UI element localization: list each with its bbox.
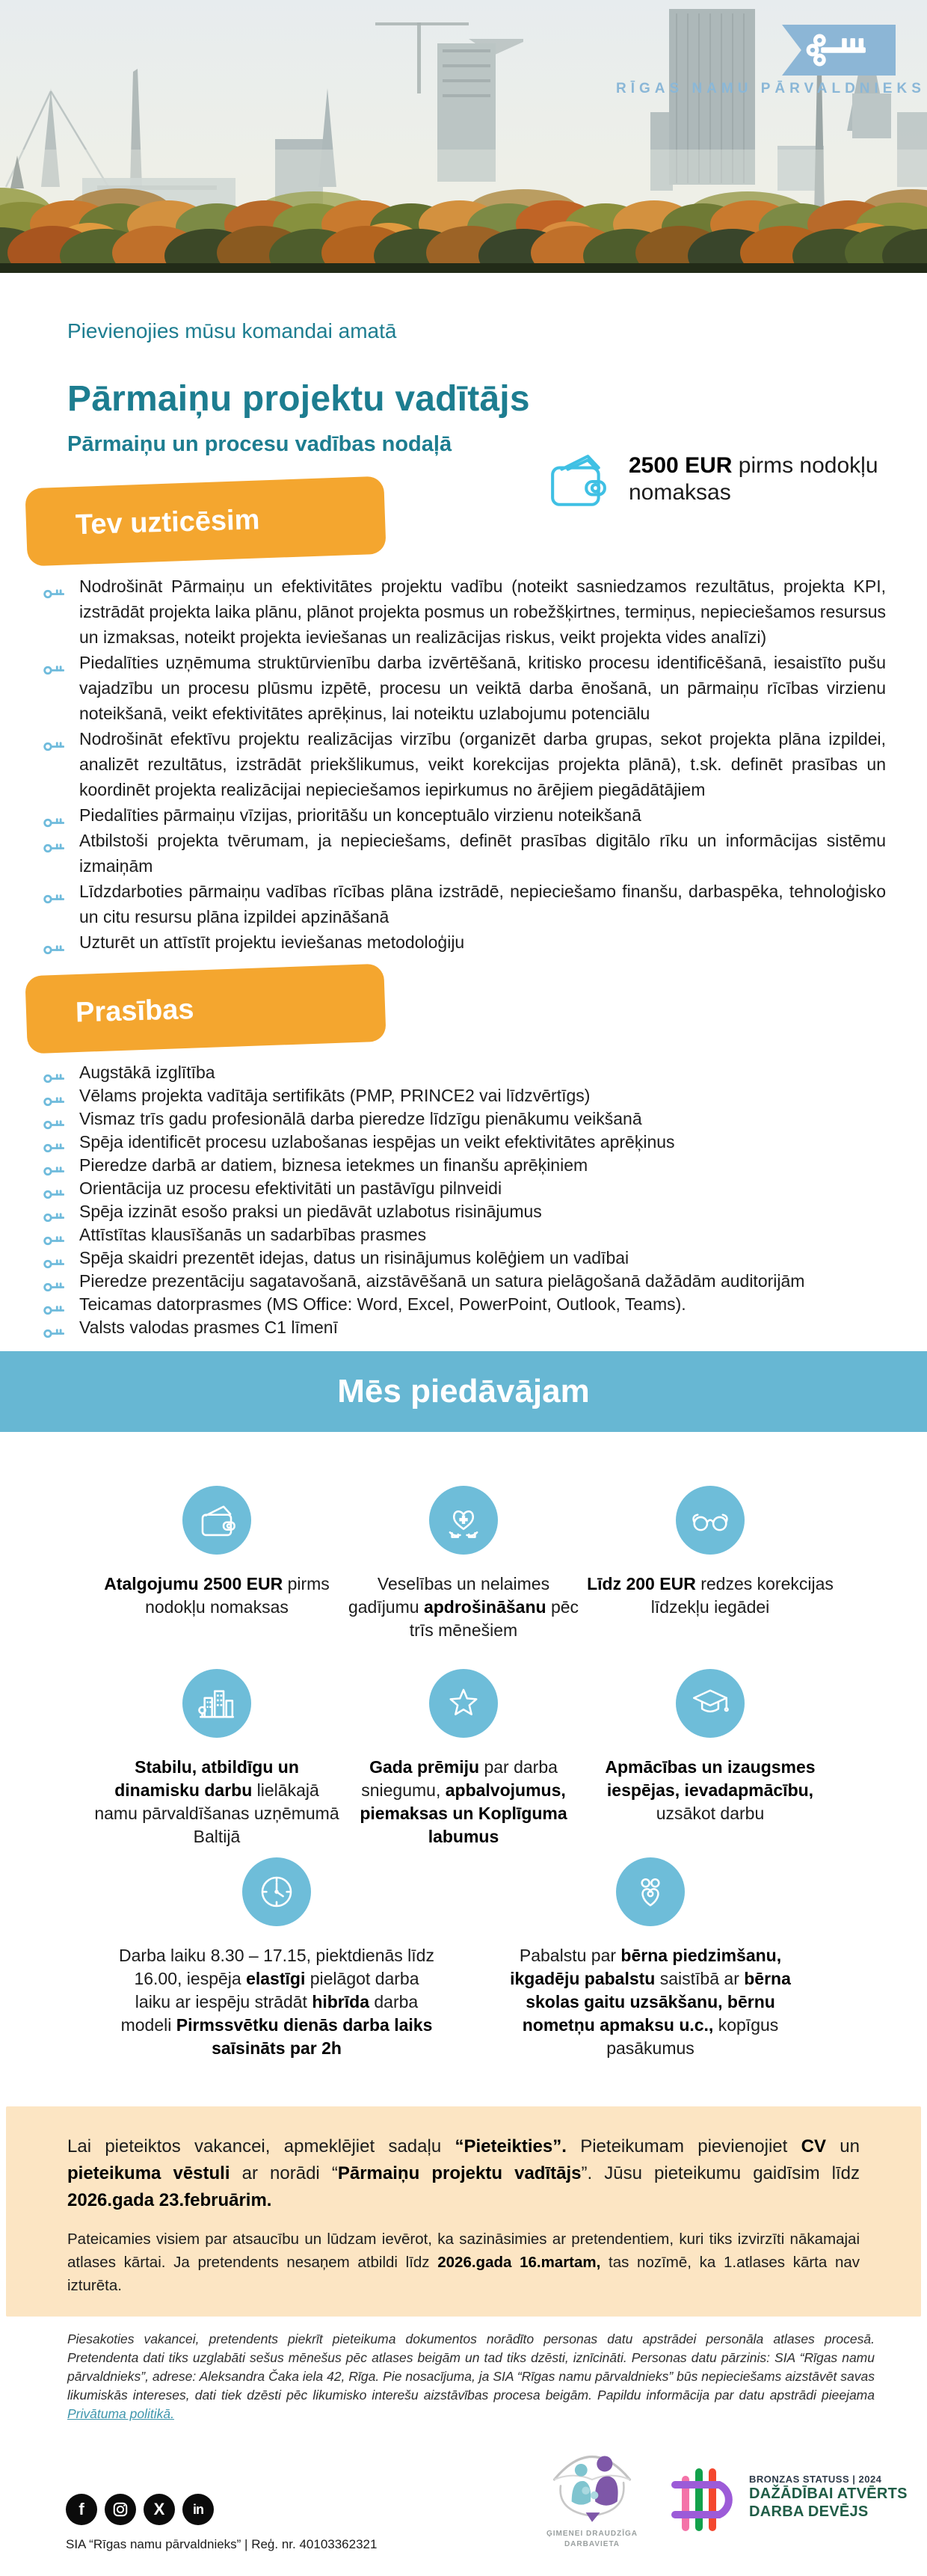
requirement-item: Augstākā izglītība: [43, 1061, 886, 1084]
requirement-item: Orientācija uz procesu efektivitāti un pastāvīgu pilnveidi: [43, 1177, 886, 1200]
requirements-list: [0, 1061, 886, 1339]
duty-item: Uzturēt un attīstīt projektu ieviešanas metodoloģiju: [43, 929, 886, 955]
facebook-icon[interactable]: f: [66, 2494, 97, 2525]
requirement-item: Vismaz trīs gadu profesionālā darba pieredze līdzīgu pienākumu veikšanā: [43, 1107, 886, 1131]
family-logo-caption: ĢIMENEI DRAUDZĪGA DARBAVIETA: [546, 2530, 638, 2548]
benefits-row-3: [0, 1857, 927, 2060]
requirement-item: Spēja skaidri prezentēt idejas, datus un risinājumus kolēģiem un vadībai: [43, 1246, 886, 1270]
privacy-policy-link[interactable]: Privātuma politikā.: [67, 2406, 174, 2421]
requirements-banner: Prasības: [25, 964, 386, 1054]
apply-paragraph: Lai pieteiktos vakancei, apmeklējiet sadaļu “Pieteikties”. Pieteikumam pievienojiet CV un pieteikuma vēstuli ar norādi “Pārmaiņu projektu vadītājs”. Jūsu pieteikumu gaidīsim līdz 2026.gada 23.februārim.: [67, 2136, 860, 2210]
company-logo-text: RĪGAS NAMU PĀRVALDNIEKS: [616, 81, 926, 96]
duties-list: [0, 574, 886, 955]
benefit-training: Apmācības un izaugsmes iespējas, ievadapmācību, uzsākot darbu: [587, 1669, 834, 1825]
benefit-bonus: Gada prēmiju par darba sniegumu, apbalvojumus, piemaksas un Koplīguma labumus: [340, 1669, 587, 1848]
salary-block: [548, 451, 883, 512]
x-twitter-icon[interactable]: X: [144, 2494, 175, 2525]
duty-item: Nodrošināt efektīvu projektu realizācijas virzību (organizēt darba grupas, sekot projekta plāna izpildei, analizēt rezultātus, izstrādāt priekšlikumus, veikt korekcijas projekta plānā), t.sk. definēt prasības un koordinēt projekta realizācijai nepieciešamos iepirkumus no ārējiem piegādātājiem: [43, 726, 886, 802]
page-title: Pārmaiņu projektu vadītājs: [67, 379, 530, 419]
family-icon: [616, 1857, 685, 1926]
glasses-icon: [676, 1486, 745, 1555]
requirement-item: Attīstītas klausīšanās un sadarbības prasmes: [43, 1223, 886, 1246]
benefit-salary: Atalgojumu 2500 EUR pirms nodokļu nomaksas: [93, 1486, 340, 1619]
apply-instructions-box: [6, 2106, 921, 2317]
requirement-item: Spēja identificēt procesu uzlabošanas iespējas un veikt efektivitātes aprēķinus: [43, 1131, 886, 1154]
offer-banner: Mēs piedāvājam: [0, 1351, 927, 1432]
requirement-item: Spēja izzināt esošo praksi un piedāvāt uzlabotus risinājumus: [43, 1200, 886, 1223]
key-bullet-icon: [43, 1322, 64, 1345]
key-bullet-icon: [43, 657, 64, 683]
selection-note-paragraph: Pateicamies visiem par atsaucību un lūdzam ievērot, ka sazināsimies ar pretendentiem, kuri tiks izvirzīti nākamajai atlases kārtai. Ja pretendents nesaņem atbildi līdz 2026.gada 16.martam, tas nozīmē, ka 1.atlases kārta nav izturēta.: [67, 2231, 860, 2294]
benefits-row-1: [0, 1486, 927, 1642]
benefit-stability: Stabilu, atbildīgu un dinamisku darbu lielākajā namu pārvaldīšanas uzņēmumā Baltijā: [93, 1669, 340, 1848]
graduation-cap-icon: [676, 1669, 745, 1738]
family-umbrella-icon: [544, 2434, 640, 2525]
wallet-icon: [182, 1486, 251, 1555]
family-friendly-workplace-logo: [540, 2434, 644, 2550]
requirement-item: Pieredze darbā ar datiem, biznesa ietekmes un finanšu aprēķiniem: [43, 1154, 886, 1177]
instagram-icon[interactable]: [105, 2494, 136, 2525]
benefit-health-insurance: Veselības un nelaimes gadījumu apdrošināšanu pēc trīs mēnešiem: [340, 1486, 587, 1642]
key-logo-icon: [800, 29, 878, 71]
key-bullet-icon: [43, 581, 64, 606]
social-links: [66, 2494, 214, 2525]
key-bullet-icon: [43, 937, 64, 962]
duty-item: Atbilstoši projekta tvērumam, ja nepieciešams, definēt prasības digitālo rīku un informācijas sistēmu izmaiņām: [43, 828, 886, 879]
hero-photo: [0, 0, 927, 273]
salary-text: 2500 EUR pirms nodokļu nomaksas: [629, 453, 878, 505]
benefit-work-time: Darba laiku 8.30 – 17.15, piektdienās līdz 16.00, iespēja elastīgi pielāgot darba laiku ar iespēju strādāt hibrīda darba modeli Pirmssvētku dienās darba laiks saīsināts par 2h: [116, 1857, 437, 2060]
linkedin-icon[interactable]: in: [182, 2494, 214, 2525]
company-registration-text: SIA “Rīgas namu pārvaldnieks” | Reģ. nr. 40103362321: [66, 2537, 378, 2551]
requirement-item: Vēlams projekta vadītāja sertifikāts (PMP, PRINCE2 vai līdzvērtīgs): [43, 1084, 886, 1107]
key-bullet-icon: [43, 886, 64, 912]
requirement-item: Pieredze prezentāciju sagatavošanā, aizstāvēšanā un satura pielāgošanā dažādām auditorijām: [43, 1270, 886, 1293]
riga-skyline-photo: [0, 0, 927, 273]
key-bullet-icon: [43, 734, 64, 759]
star-icon: [429, 1669, 498, 1738]
kicker-text: Pievienojies mūsu komandai amatā: [67, 319, 397, 342]
data-privacy-fine-print: Piesakoties vakancei, pretendents piekrīt pieteikuma dokumentos norādīto personas datu apstrādei personāla atlases procesā. Pretendenta dati tiks uzglabāti sešus mēnešus pēc atlases beigām un tad tiks dzēsti, iznīcināti. Personas datu pārzinis: SIA “Rīgas namu pārvaldnieks”, adrese: Aleksandra Čaka iela 42, Rīga. Pie nosacījuma, ja SIA “Rīgas namu pārvaldnieks” būs nepieciešams aizstāvēt savas likumiskās intereses, dati tiek dzēsti pēc likumisko interešu aizstāvības procesa beigām. Papildu informācija par datu apstrādi pieejama Privātuma politikā.: [67, 2331, 875, 2421]
benefits-row-2: [0, 1669, 927, 1848]
duties-banner: Tev uzticēsim: [25, 476, 386, 567]
diversity-hash-d-icon: [671, 2458, 739, 2536]
diversity-logo-text: BRONZAS STATUSS | 2024 DAŽĀDĪBAI ATVĒRTS DARBA DEVĒJS: [749, 2473, 908, 2520]
requirement-item: Valsts valodas prasmes C1 līmenī: [43, 1316, 886, 1339]
key-bullet-icon: [43, 835, 64, 861]
footer: [0, 2434, 927, 2576]
duty-item: Nodrošināt Pārmaiņu un efektivitātes projektu vadību (noteikt sasniedzamos rezultātus, projekta KPI, izstrādāt projekta laika plānu, plānot projekta posmus un robežšķirtnes, termiņus, nepieciešamos resursus un izmaksas, noteikt projekta ieviešanas un realizācijas riskus, veikt projekta vides analīzi): [43, 574, 886, 650]
clock-icon: [242, 1857, 311, 1926]
benefit-family-support: Pabalstu par bērna piedzimšanu, ikgadēju pabalstu saistībā ar bērna skolas gaitu uzsākšanu, bērnu nometņu apmaksu u.c., kopīgus pasākumus: [490, 1857, 811, 2060]
requirement-item: Teicamas datorprasmes (MS Office: Word, Excel, PowerPoint, Outlook, Teams).: [43, 1293, 886, 1316]
city-icon: [182, 1669, 251, 1738]
benefit-vision: Līdz 200 EUR redzes korekcijas līdzekļu iegādei: [587, 1486, 834, 1619]
department-subtitle: Pārmaiņu un procesu vadības nodaļā: [67, 432, 452, 456]
duty-item: Līdzdarboties pārmaiņu vadības rīcības plāna izstrādē, nepieciešamo finanšu, darbaspēka, tehnoloģisko un citu resursu plāna izpildei apzināšanā: [43, 879, 886, 929]
health-insurance-icon: [429, 1486, 498, 1555]
wallet-outline-icon: [548, 451, 609, 512]
duty-item: Piedalīties pārmaiņu vīzijas, prioritāšu un konceptuālo virzienu noteikšanā: [43, 802, 886, 828]
duty-item: Piedalīties uzņēmuma struktūrvienību darba izvērtēšanā, kritisko procesu identificēšanā, iesaistīto pušu vajadzību un procesu plūsmu izpētē, procesu un veiktā darba ēnošanā, un pārmaiņu rīcības virzienu noteikšanā, veikt efektivitātes aprēķinus, lai noteiktu uzlabojumu potenciālu: [43, 650, 886, 726]
intro-section: [0, 273, 927, 505]
diversity-employer-logo: [671, 2458, 908, 2536]
